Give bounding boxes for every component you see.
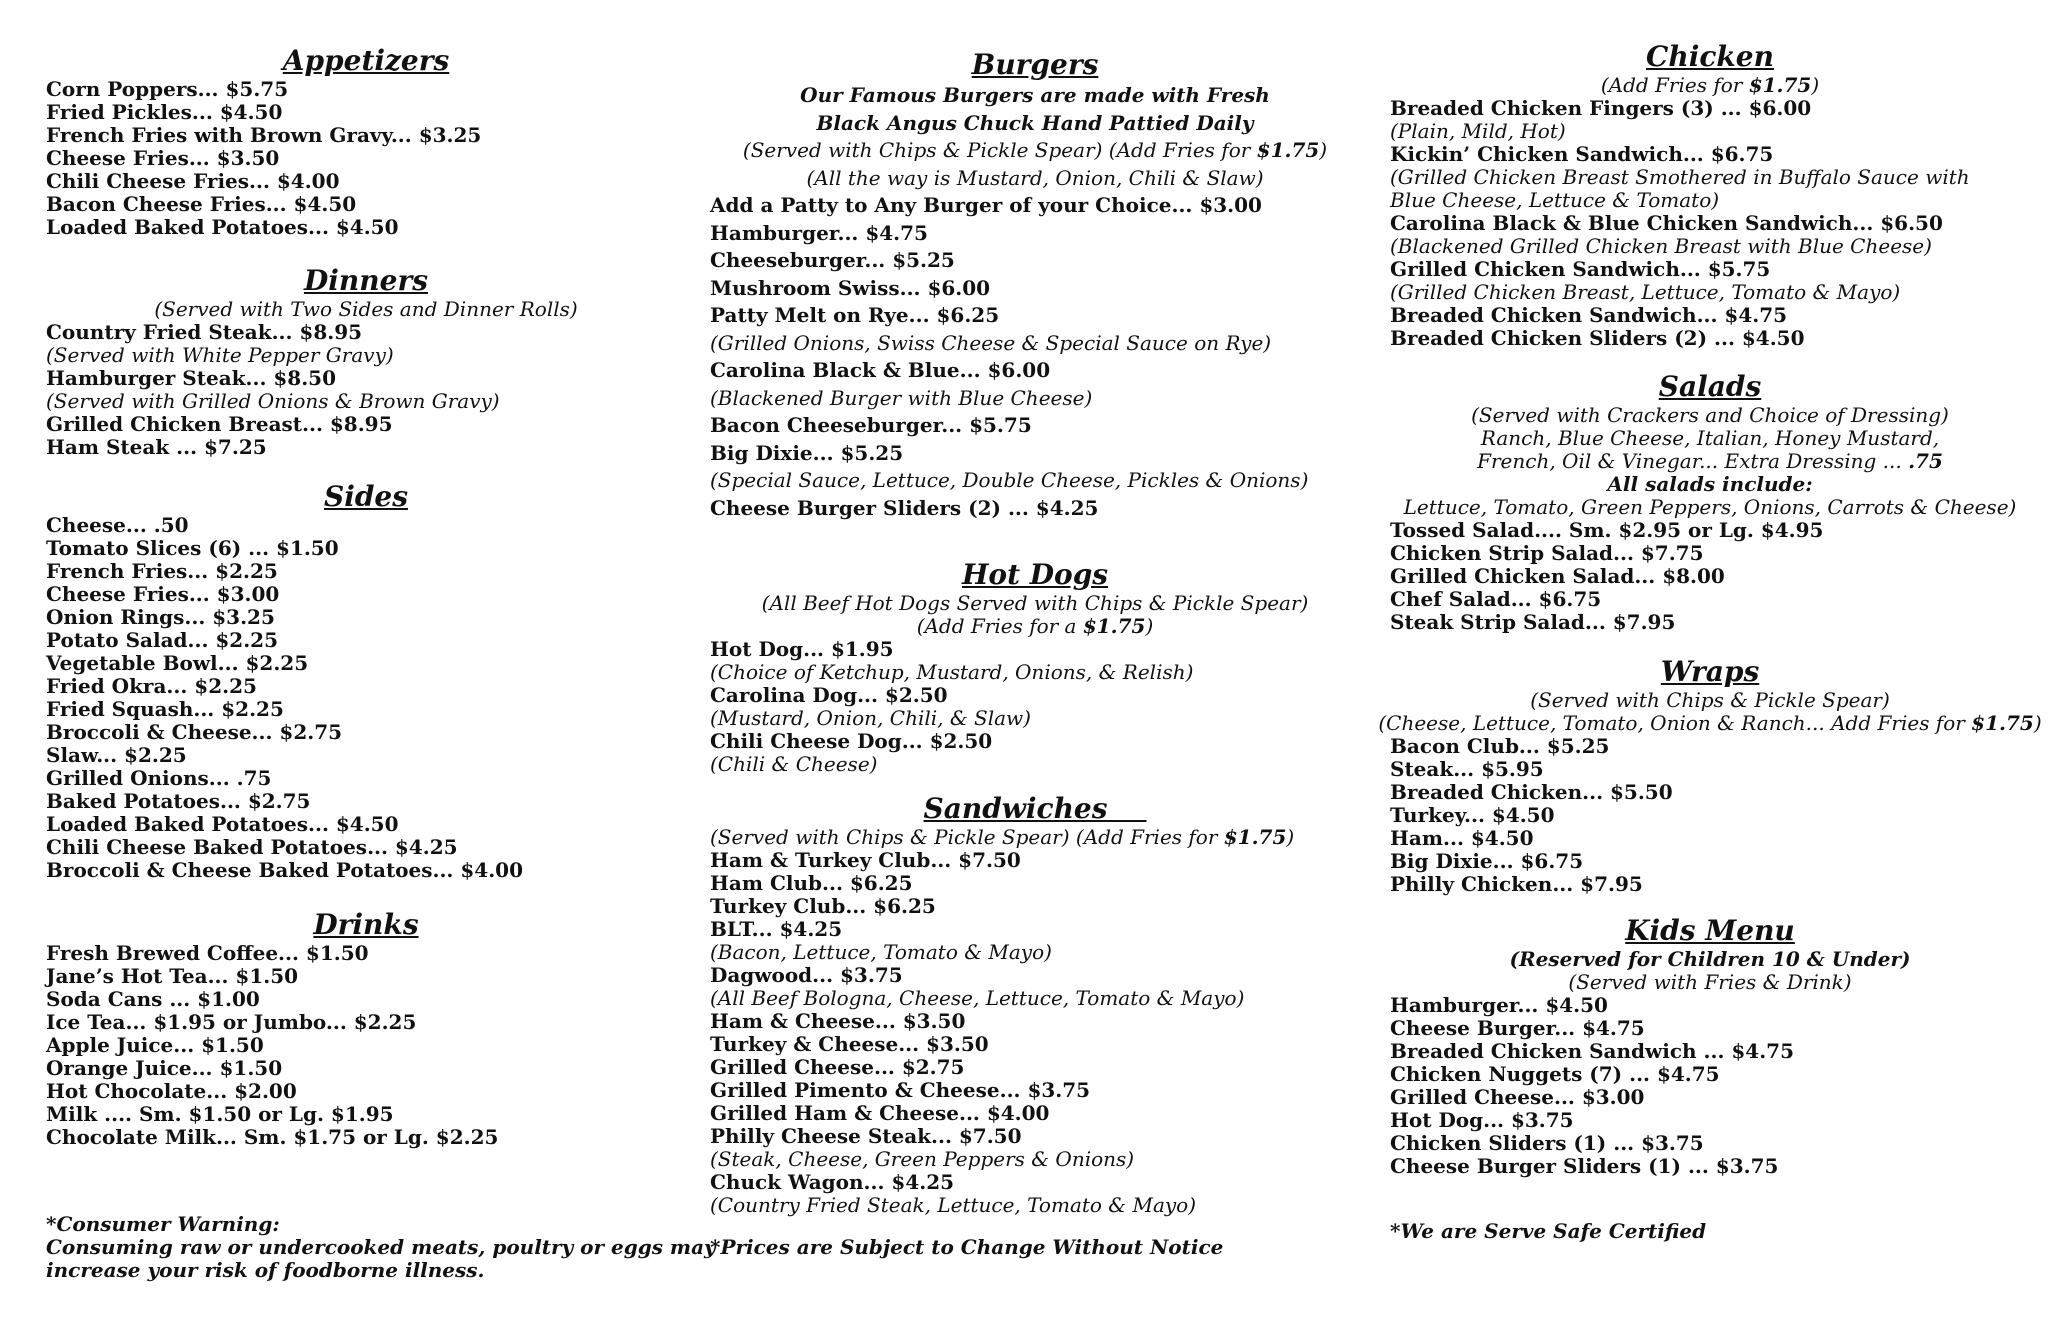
menu-item: Big Dixie... $6.75 bbox=[1390, 849, 1584, 873]
menu-item: Carolina Dog... $2.50 bbox=[710, 683, 948, 707]
menu-item-description: (Served with Grilled Onions & Brown Gravy) bbox=[46, 389, 500, 413]
menu-item: Chili Cheese Fries... $4.00 bbox=[46, 169, 340, 193]
menu-item: Hamburger Steak... $8.50 bbox=[46, 366, 336, 390]
menu-item: Grilled Pimento & Cheese... $3.75 bbox=[710, 1078, 1091, 1102]
menu-item: Vegetable Bowl... $2.25 bbox=[46, 651, 309, 675]
appetizers-list bbox=[46, 78, 686, 239]
menu-item: Grilled Chicken Breast... $8.95 bbox=[46, 412, 393, 436]
salads-heading: Salads bbox=[1658, 370, 1762, 403]
warning-line: Consuming raw or undercooked meats, poultry or eggs may bbox=[46, 1235, 716, 1259]
menu-item: Bacon Cheese Fries... $4.50 bbox=[46, 192, 357, 216]
dinners-subtitle: (Served with Two Sides and Dinner Rolls) bbox=[154, 297, 578, 321]
sides-section bbox=[46, 480, 686, 882]
menu-item: Soda Cans ... $1.00 bbox=[46, 987, 260, 1011]
menu-item: Hot Chocolate... $2.00 bbox=[46, 1079, 297, 1103]
salads-include-title: All salads include: bbox=[1607, 472, 1813, 496]
menu-item: Onion Rings... $3.25 bbox=[46, 605, 275, 629]
burgers-note: (All the way is Mustard, Onion, Chili & Slaw) bbox=[806, 165, 1264, 190]
menu-item: Cheese Burger Sliders (1) ... $3.75 bbox=[1390, 1154, 1779, 1178]
hotdogs-note: (Add Fries for a $1.75) bbox=[916, 614, 1154, 638]
salads-dressings: Ranch, Blue Cheese, Italian, Honey Mustard, bbox=[1480, 426, 1940, 450]
menu-item: Milk .... Sm. $1.50 or Lg. $1.95 bbox=[46, 1102, 394, 1126]
menu-item: Carolina Black & Blue... $6.00 bbox=[710, 358, 1051, 382]
menu-item: Breaded Chicken Sandwich... $4.75 bbox=[1390, 303, 1788, 327]
prices-notice-text: *Prices are Subject to Change Without Notice bbox=[710, 1235, 1224, 1259]
menu-item: Chili Cheese Dog... $2.50 bbox=[710, 729, 993, 753]
menu-item-description: Blue Cheese, Lettuce & Tomato) bbox=[1390, 188, 1720, 212]
salads-include: Lettuce, Tomato, Green Peppers, Onions, Carrots & Cheese) bbox=[1403, 495, 2017, 519]
menu-item: Grilled Chicken Salad... $8.00 bbox=[1390, 564, 1725, 588]
burgers-heading: Burgers bbox=[971, 48, 1099, 81]
kids-menu-note: (Reserved for Children 10 & Under) bbox=[1509, 947, 1911, 971]
menu-item: Philly Chicken... $7.95 bbox=[1390, 872, 1643, 896]
sides-heading: Sides bbox=[323, 480, 408, 513]
menu-item: Ham Club... $6.25 bbox=[710, 871, 913, 895]
menu-item: Jane’s Hot Tea... $1.50 bbox=[46, 964, 299, 988]
menu-item-description: (Chili & Cheese) bbox=[710, 752, 878, 776]
menu-item: Apple Juice... $1.50 bbox=[46, 1033, 264, 1057]
salads-note: (Served with Crackers and Choice of Dressing) bbox=[1471, 403, 1949, 427]
menu-item: Bacon Club... $5.25 bbox=[1390, 734, 1610, 758]
hotdogs-heading: Hot Dogs bbox=[961, 558, 1109, 591]
menu-item: Orange Juice... $1.50 bbox=[46, 1056, 283, 1080]
menu-item: Carolina Black & Blue Chicken Sandwich... $6.50 bbox=[1390, 211, 1943, 235]
menu-item-description: (Country Fried Steak, Lettuce, Tomato & Mayo) bbox=[710, 1193, 1197, 1217]
burgers-note: (Served with Chips & Pickle Spear) (Add Fries for $1.75) bbox=[742, 138, 1328, 162]
menu-item: Country Fried Steak... $8.95 bbox=[46, 320, 363, 344]
serve-safe-note bbox=[1390, 1220, 2030, 1243]
menu-item: Grilled Cheese... $3.00 bbox=[1390, 1085, 1645, 1109]
menu-item-description: (Steak, Cheese, Green Peppers & Onions) bbox=[710, 1147, 1135, 1171]
menu-item: Corn Poppers... $5.75 bbox=[46, 77, 289, 101]
menu-item: Steak Strip Salad... $7.95 bbox=[1390, 610, 1676, 634]
menu-item: Add a Patty to Any Burger of your Choice... $3.00 bbox=[710, 193, 1262, 217]
menu-item-description: (Served with White Pepper Gravy) bbox=[46, 343, 394, 367]
menu-item: Kickin’ Chicken Sandwich... $6.75 bbox=[1390, 142, 1774, 166]
menu-item: Loaded Baked Potatoes... $4.50 bbox=[46, 812, 399, 836]
menu-item: Fried Pickles... $4.50 bbox=[46, 100, 283, 124]
menu-item: Cheese... .50 bbox=[46, 513, 189, 537]
menu-item: Turkey Club... $6.25 bbox=[710, 894, 936, 918]
hotdogs-note: (All Beef Hot Dogs Served with Chips & Pickle Spear) bbox=[761, 591, 1309, 615]
menu-item-description: (Plain, Mild, Hot) bbox=[1390, 119, 1566, 143]
sandwiches-note: (Served with Chips & Pickle Spear) (Add Fries for $1.75) bbox=[710, 825, 1295, 849]
menu-item: Grilled Chicken Sandwich... $5.75 bbox=[1390, 257, 1771, 281]
menu-item-description: (Grilled Chicken Breast, Lettuce, Tomato & Mayo) bbox=[1390, 280, 1901, 304]
menu-item: Ham & Turkey Club... $7.50 bbox=[710, 848, 1021, 872]
menu-item: Ham... $4.50 bbox=[1390, 826, 1534, 850]
warning-line: increase your risk of foodborne illness. bbox=[46, 1258, 485, 1282]
appetizers-heading: Appetizers bbox=[282, 44, 450, 77]
drinks-heading: Drinks bbox=[313, 908, 419, 941]
menu-item: Dagwood... $3.75 bbox=[710, 963, 903, 987]
menu-item: French Fries... $2.25 bbox=[46, 559, 278, 583]
burgers-intro: Black Angus Chuck Hand Pattied Daily bbox=[816, 110, 1254, 135]
menu-item-description: (Blackened Burger with Blue Cheese) bbox=[710, 385, 1093, 410]
kids-menu-section bbox=[1390, 914, 2030, 1178]
menu-item: Mushroom Swiss... $6.00 bbox=[710, 275, 991, 300]
menu-item-description: (Bacon, Lettuce, Tomato & Mayo) bbox=[710, 940, 1052, 964]
salads-section bbox=[1390, 370, 2030, 634]
menu-item: Hamburger... $4.50 bbox=[1390, 993, 1608, 1017]
chicken-heading: Chicken bbox=[1646, 40, 1774, 73]
menu-item: Chicken Strip Salad... $7.75 bbox=[1390, 541, 1704, 565]
dinners-section bbox=[46, 264, 686, 459]
menu-item: Steak... $5.95 bbox=[1390, 757, 1544, 781]
menu-item: Broccoli & Cheese... $2.75 bbox=[46, 720, 343, 744]
menu-item: Broccoli & Cheese Baked Potatoes... $4.00 bbox=[46, 858, 523, 882]
menu-item: Cheese Burger Sliders (2) ... $4.25 bbox=[710, 495, 1099, 520]
burgers-intro: Our Famous Burgers are made with Fresh bbox=[800, 83, 1270, 107]
sandwiches-heading: Sandwiches bbox=[923, 792, 1147, 825]
consumer-warning bbox=[46, 1212, 716, 1282]
menu-item: Patty Melt on Rye... $6.25 bbox=[710, 303, 1000, 327]
menu-item-description: (Choice of Ketchup, Mustard, Onions, & Relish) bbox=[710, 660, 1194, 684]
wraps-heading: Wraps bbox=[1660, 655, 1760, 688]
menu-item: Grilled Onions... .75 bbox=[46, 766, 272, 790]
menu-item: Cheese Burger... $4.75 bbox=[1390, 1016, 1645, 1040]
menu-item: Hamburger... $4.75 bbox=[710, 220, 928, 245]
serve-safe-text: *We are Serve Safe Certified bbox=[1390, 1219, 1707, 1243]
menu-item-description: (Grilled Onions, Swiss Cheese & Special Sauce on Rye) bbox=[710, 330, 1272, 355]
menu-item: Chicken Sliders (1) ... $3.75 bbox=[1390, 1131, 1704, 1155]
menu-item: Cheese Fries... $3.50 bbox=[46, 146, 280, 170]
chicken-section bbox=[1390, 40, 2030, 350]
menu-item: BLT... $4.25 bbox=[710, 917, 843, 941]
menu-item: Chicken Nuggets (7) ... $4.75 bbox=[1390, 1062, 1720, 1086]
menu-item: Chef Salad... $6.75 bbox=[1390, 587, 1602, 611]
prices-notice bbox=[710, 1236, 1360, 1259]
wraps-section bbox=[1378, 655, 2042, 896]
menu-item: Fried Okra... $2.25 bbox=[46, 674, 257, 698]
kids-menu-heading: Kids Menu bbox=[1625, 914, 1795, 947]
menu-item: Ice Tea... $1.95 or Jumbo... $2.25 bbox=[46, 1010, 417, 1034]
menu-item-description: (Special Sauce, Lettuce, Double Cheese, Pickles & Onions) bbox=[710, 468, 1309, 492]
menu-item: Fresh Brewed Coffee... $1.50 bbox=[46, 941, 369, 965]
menu-item: Turkey... $4.50 bbox=[1390, 803, 1555, 827]
kids-menu-note: (Served with Fries & Drink) bbox=[1568, 970, 1852, 994]
warning-line: *Consumer Warning: bbox=[46, 1212, 280, 1236]
menu-item-description: (Blackened Grilled Chicken Breast with Blue Cheese) bbox=[1390, 234, 1932, 258]
menu-item: Tossed Salad.... Sm. $2.95 or Lg. $4.95 bbox=[1390, 518, 1824, 542]
menu-item: Hot Dog... $3.75 bbox=[1390, 1108, 1574, 1132]
burgers-section bbox=[710, 48, 1360, 522]
menu-item: Fried Squash... $2.25 bbox=[46, 697, 284, 721]
menu-item: Bacon Cheeseburger... $5.75 bbox=[710, 413, 1032, 437]
menu-item-description: (Grilled Chicken Breast Smothered in Buffalo Sauce with bbox=[1390, 165, 1970, 189]
menu-item: Baked Potatoes... $2.75 bbox=[46, 789, 311, 813]
menu-item: Cheese Fries... $3.00 bbox=[46, 582, 280, 606]
menu-item: Loaded Baked Potatoes... $4.50 bbox=[46, 215, 399, 239]
menu-item: Turkey & Cheese... $3.50 bbox=[710, 1032, 989, 1056]
menu-item: Grilled Ham & Cheese... $4.00 bbox=[710, 1101, 1050, 1125]
menu-item-description: (All Beef Bologna, Cheese, Lettuce, Tomato & Mayo) bbox=[710, 986, 1245, 1010]
dinners-heading: Dinners bbox=[304, 264, 428, 297]
drinks-section bbox=[46, 908, 686, 1149]
menu-item: Chocolate Milk... Sm. $1.75 or Lg. $2.25 bbox=[46, 1125, 499, 1149]
menu-item: French Fries with Brown Gravy... $3.25 bbox=[46, 123, 482, 147]
hotdogs-section bbox=[710, 558, 1360, 776]
menu-item: Grilled Cheese... $2.75 bbox=[710, 1055, 965, 1079]
salads-dressings: French, Oil & Vinegar... Extra Dressing ... .75 bbox=[1477, 449, 1943, 473]
wraps-note: (Cheese, Lettuce, Tomato, Onion & Ranch... Add Fries for $1.75) bbox=[1378, 711, 2042, 735]
menu-item: Ham & Cheese... $3.50 bbox=[710, 1009, 966, 1033]
menu-item: Ham Steak ... $7.25 bbox=[46, 435, 267, 459]
menu-item: Cheeseburger... $5.25 bbox=[710, 248, 955, 272]
chicken-note: (Add Fries for $1.75) bbox=[1600, 73, 1820, 97]
menu-item: Philly Cheese Steak... $7.50 bbox=[710, 1124, 1022, 1148]
wraps-note: (Served with Chips & Pickle Spear) bbox=[1530, 688, 1890, 712]
menu-item: Breaded Chicken Sandwich ... $4.75 bbox=[1390, 1039, 1795, 1063]
menu-item: Breaded Chicken Fingers (3) ... $6.00 bbox=[1390, 96, 1812, 120]
appetizers-section bbox=[46, 44, 686, 239]
menu-item: Chuck Wagon... $4.25 bbox=[710, 1170, 955, 1194]
menu-item: Slaw... $2.25 bbox=[46, 743, 187, 767]
menu-item: Potato Salad... $2.25 bbox=[46, 628, 279, 652]
sandwiches-section bbox=[710, 792, 1360, 1217]
menu-item: Big Dixie... $5.25 bbox=[710, 440, 904, 465]
menu-item-description: (Mustard, Onion, Chili, & Slaw) bbox=[710, 706, 1031, 730]
menu-item: Breaded Chicken Sliders (2) ... $4.50 bbox=[1390, 326, 1805, 350]
menu-item: Hot Dog... $1.95 bbox=[710, 637, 894, 661]
menu-item: Tomato Slices (6) ... $1.50 bbox=[46, 536, 339, 560]
menu-item: Breaded Chicken... $5.50 bbox=[1390, 780, 1673, 804]
menu-item: Chili Cheese Baked Potatoes... $4.25 bbox=[46, 835, 458, 859]
